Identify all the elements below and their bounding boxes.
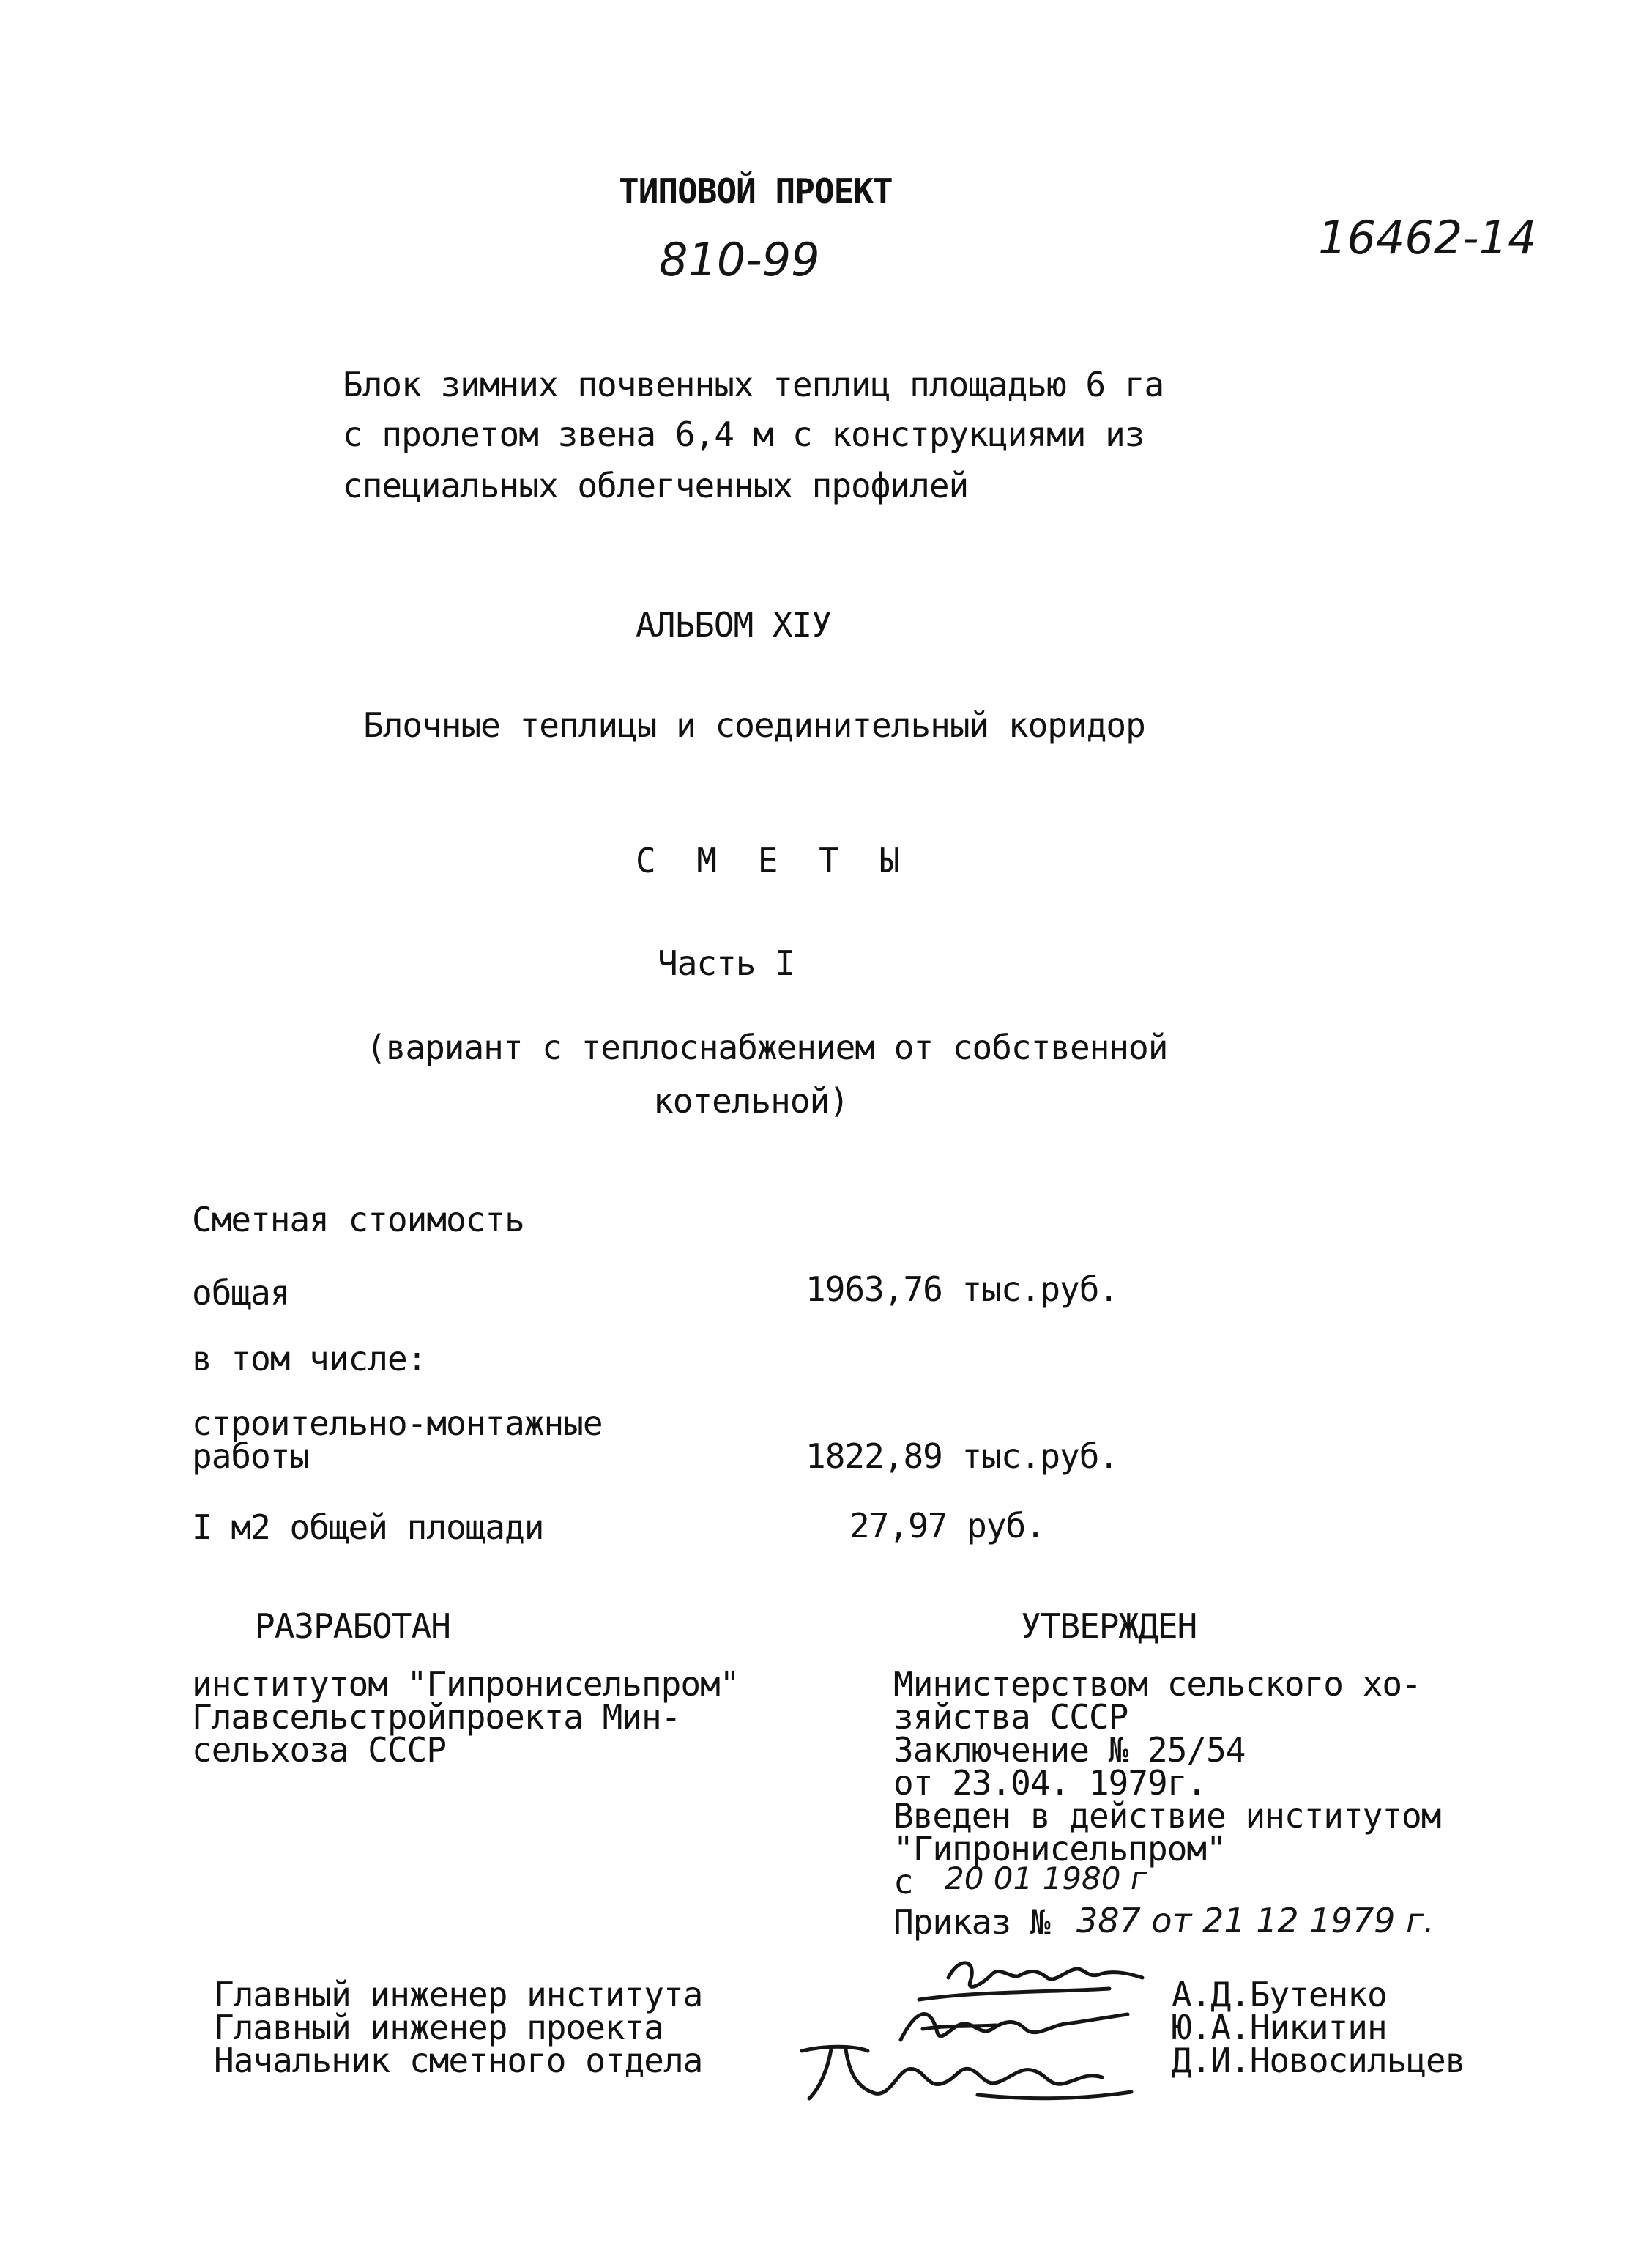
approved-date-handwritten: 20 01 1980 г: [945, 1860, 1147, 1896]
cost-total-label: общая: [192, 1273, 290, 1313]
signature-novosiltsev: [787, 2029, 1153, 2110]
variant-line-1: (вариант с теплоснабжением от собственной: [366, 1028, 1168, 1067]
approved-order-handwritten: 387 от 21 12 1979 г.: [1076, 1901, 1435, 1940]
project-title: ТИПОВОЙ ПРОЕКТ: [619, 171, 893, 211]
approved-line-2: зяйства СССР: [893, 1697, 1128, 1737]
approved-line-6: "Гипронисельпром": [893, 1829, 1226, 1869]
album-title: АЛЬБОМ XIУ: [636, 605, 831, 645]
description-line-1: Блок зимних почвенных теплиц площадью 6 га: [343, 365, 1164, 404]
part-label: Часть I: [658, 943, 795, 983]
cost-construction-label-2: работы: [192, 1436, 310, 1476]
cost-construction-label-1: строительно-монтажные: [192, 1403, 603, 1443]
cost-total-value: 1963,76 тыс.руб.: [805, 1269, 1119, 1309]
developed-heading: РАЗРАБОТАН: [255, 1606, 450, 1646]
archive-number-handwritten: 16462-14: [1318, 211, 1537, 264]
cost-per-m2-value: 27,97 руб.: [849, 1506, 1045, 1546]
approved-line-8-prefix: Приказ №: [893, 1902, 1050, 1942]
signatory-name-2: Ю.А.Никитин: [1172, 2008, 1387, 2047]
developed-line-2: Главсельстройпроекта Мин-: [192, 1697, 681, 1737]
approved-line-4: от 23.04. 1979г.: [893, 1763, 1207, 1803]
approved-line-7-prefix: с: [893, 1862, 913, 1901]
approved-line-1: Министерством сельского хо-: [893, 1664, 1421, 1704]
developed-line-1: институтом "Гипронисельпром": [192, 1664, 740, 1704]
description-line-3: специальных облегченных профилей: [343, 466, 969, 505]
album-subtitle: Блочные теплицы и соединительный коридор: [363, 705, 1145, 745]
signatory-role-2: Главный инженер проекта: [214, 2008, 663, 2047]
approved-line-3: Заключение № 25/54: [893, 1730, 1246, 1770]
approved-heading: УТВЕРЖДЕН: [1021, 1606, 1197, 1646]
signatory-role-1: Главный инженер института: [214, 1975, 703, 2014]
cost-heading: Сметная стоимость: [192, 1200, 524, 1239]
developed-line-3: сельхоза СССР: [192, 1730, 447, 1770]
description-line-2: с пролетом звена 6,4 м с конструкциями из: [343, 415, 1145, 454]
project-number-handwritten: 810-99: [659, 233, 820, 286]
variant-line-2: котельной): [653, 1081, 849, 1121]
signatory-name-3: Д.И.Новосильцев: [1172, 2041, 1465, 2080]
estimates-title: С М Е Т Ы: [636, 841, 911, 880]
cost-per-m2-label: I м2 общей площади: [192, 1507, 544, 1547]
cost-including-label: в том числе:: [192, 1339, 427, 1379]
approved-line-5: Введен в действие институтом: [893, 1796, 1441, 1836]
signatory-role-3: Начальник сметного отдела: [214, 2041, 703, 2080]
cost-construction-value: 1822,89 тыс.руб.: [805, 1436, 1119, 1476]
signatory-name-1: А.Д.Бутенко: [1172, 1975, 1387, 2014]
